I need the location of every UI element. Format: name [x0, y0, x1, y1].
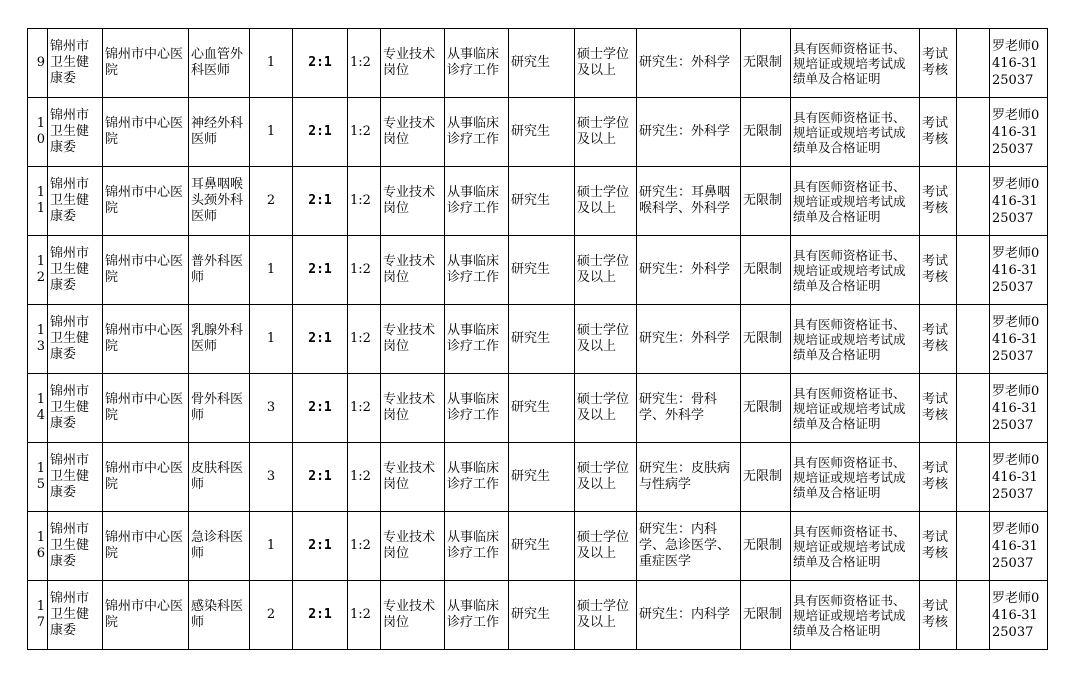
category-cell: 专业技术岗位 [381, 443, 445, 512]
department-cell: 锦州市卫生健康委 [48, 167, 103, 236]
degree-cell: 硕士学位及以上 [575, 443, 637, 512]
remark-cell [957, 305, 990, 374]
remark-cell [957, 236, 990, 305]
headcount-cell: 2 [250, 167, 293, 236]
exam-method-cell: 考试考核 [920, 374, 957, 443]
table-body [28, 29, 1048, 650]
ratio-cell: 2:1 [293, 512, 348, 581]
requirement-cell: 具有医师资格证书、规培证或规培考试成绩单及合格证明 [791, 581, 920, 650]
education-cell: 研究生 [509, 167, 575, 236]
ratio-cell: 1:2 [348, 98, 381, 167]
category-cell: 专业技术岗位 [381, 581, 445, 650]
ratio-cell: 1:2 [348, 443, 381, 512]
exam-method-cell: 考试考核 [920, 581, 957, 650]
ratio-cell: 1:2 [348, 581, 381, 650]
education-cell: 研究生 [509, 374, 575, 443]
education-cell: 研究生 [509, 236, 575, 305]
age-cell: 无限制 [741, 29, 791, 98]
department-cell: 锦州市卫生健康委 [48, 305, 103, 374]
degree-cell: 硕士学位及以上 [575, 512, 637, 581]
exam-method-cell: 考试考核 [920, 236, 957, 305]
headcount-cell: 1 [250, 236, 293, 305]
department-cell: 锦州市卫生健康委 [48, 98, 103, 167]
ratio-cell: 2:1 [293, 98, 348, 167]
department-cell: 锦州市卫生健康委 [48, 581, 103, 650]
degree-cell: 硕士学位及以上 [575, 98, 637, 167]
headcount-cell: 1 [250, 98, 293, 167]
contact-cell: 罗老师0416-3125037 [990, 512, 1048, 581]
category-cell: 专业技术岗位 [381, 374, 445, 443]
education-cell: 研究生 [509, 29, 575, 98]
education-cell: 研究生 [509, 443, 575, 512]
duty-cell: 从事临床诊疗工作 [445, 305, 509, 374]
exam-method-cell: 考试考核 [920, 443, 957, 512]
table-row [28, 305, 1048, 374]
category-cell: 专业技术岗位 [381, 305, 445, 374]
degree-cell: 硕士学位及以上 [575, 374, 637, 443]
row-number: 11 [28, 167, 48, 236]
requirement-cell: 具有医师资格证书、规培证或规培考试成绩单及合格证明 [791, 236, 920, 305]
education-cell: 研究生 [509, 581, 575, 650]
unit-cell: 锦州市中心医院 [103, 443, 189, 512]
table-row [28, 98, 1048, 167]
unit-cell: 锦州市中心医院 [103, 581, 189, 650]
age-cell: 无限制 [741, 443, 791, 512]
ratio-cell: 1:2 [348, 512, 381, 581]
major-cell: 研究生：内科学 [637, 581, 741, 650]
category-cell: 专业技术岗位 [381, 98, 445, 167]
remark-cell [957, 581, 990, 650]
duty-cell: 从事临床诊疗工作 [445, 236, 509, 305]
contact-cell: 罗老师0416-3125037 [990, 167, 1048, 236]
requirement-cell: 具有医师资格证书、规培证或规培考试成绩单及合格证明 [791, 443, 920, 512]
unit-cell: 锦州市中心医院 [103, 305, 189, 374]
unit-cell: 锦州市中心医院 [103, 374, 189, 443]
headcount-cell: 3 [250, 443, 293, 512]
duty-cell: 从事临床诊疗工作 [445, 98, 509, 167]
exam-method-cell: 考试考核 [920, 167, 957, 236]
age-cell: 无限制 [741, 305, 791, 374]
exam-method-cell: 考试考核 [920, 305, 957, 374]
position-cell: 乳腺外科医师 [189, 305, 250, 374]
table-row [28, 167, 1048, 236]
row-number: 9 [28, 29, 48, 98]
row-number: 13 [28, 305, 48, 374]
position-cell: 普外科医师 [189, 236, 250, 305]
major-cell: 研究生：外科学 [637, 305, 741, 374]
major-cell: 研究生：内科学、急诊医学、重症医学 [637, 512, 741, 581]
contact-cell: 罗老师0416-3125037 [990, 98, 1048, 167]
exam-method-cell: 考试考核 [920, 98, 957, 167]
row-number: 17 [28, 581, 48, 650]
row-number: 12 [28, 236, 48, 305]
department-cell: 锦州市卫生健康委 [48, 443, 103, 512]
ratio-cell: 2:1 [293, 581, 348, 650]
education-cell: 研究生 [509, 98, 575, 167]
degree-cell: 硕士学位及以上 [575, 581, 637, 650]
contact-cell: 罗老师0416-3125037 [990, 374, 1048, 443]
degree-cell: 硕士学位及以上 [575, 29, 637, 98]
age-cell: 无限制 [741, 512, 791, 581]
unit-cell: 锦州市中心医院 [103, 512, 189, 581]
category-cell: 专业技术岗位 [381, 236, 445, 305]
department-cell: 锦州市卫生健康委 [48, 236, 103, 305]
ratio-cell: 1:2 [348, 236, 381, 305]
ratio-cell: 2:1 [293, 443, 348, 512]
remark-cell [957, 512, 990, 581]
duty-cell: 从事临床诊疗工作 [445, 512, 509, 581]
row-number: 14 [28, 374, 48, 443]
age-cell: 无限制 [741, 98, 791, 167]
education-cell: 研究生 [509, 512, 575, 581]
remark-cell [957, 374, 990, 443]
table-row [28, 29, 1048, 98]
position-cell: 骨外科医师 [189, 374, 250, 443]
ratio-cell: 1:2 [348, 29, 381, 98]
major-cell: 研究生：耳鼻咽喉科学、外科学 [637, 167, 741, 236]
ratio-cell: 1:2 [348, 167, 381, 236]
requirement-cell: 具有医师资格证书、规培证或规培考试成绩单及合格证明 [791, 167, 920, 236]
duty-cell: 从事临床诊疗工作 [445, 167, 509, 236]
ratio-cell: 2:1 [293, 236, 348, 305]
ratio-cell: 1:2 [348, 374, 381, 443]
requirement-cell: 具有医师资格证书、规培证或规培考试成绩单及合格证明 [791, 512, 920, 581]
degree-cell: 硕士学位及以上 [575, 305, 637, 374]
position-cell: 心血管外科医师 [189, 29, 250, 98]
position-cell: 神经外科医师 [189, 98, 250, 167]
major-cell: 研究生：外科学 [637, 236, 741, 305]
ratio-cell: 2:1 [293, 29, 348, 98]
duty-cell: 从事临床诊疗工作 [445, 581, 509, 650]
major-cell: 研究生：外科学 [637, 98, 741, 167]
table-row [28, 236, 1048, 305]
unit-cell: 锦州市中心医院 [103, 29, 189, 98]
contact-cell: 罗老师0416-3125037 [990, 443, 1048, 512]
ratio-cell: 1:2 [348, 305, 381, 374]
remark-cell [957, 443, 990, 512]
requirement-cell: 具有医师资格证书、规培证或规培考试成绩单及合格证明 [791, 374, 920, 443]
recruitment-table [27, 28, 1048, 650]
ratio-cell: 2:1 [293, 305, 348, 374]
row-number: 10 [28, 98, 48, 167]
remark-cell [957, 167, 990, 236]
table-row [28, 581, 1048, 650]
headcount-cell: 2 [250, 581, 293, 650]
headcount-cell: 3 [250, 374, 293, 443]
exam-method-cell: 考试考核 [920, 512, 957, 581]
row-number: 16 [28, 512, 48, 581]
unit-cell: 锦州市中心医院 [103, 98, 189, 167]
contact-cell: 罗老师0416-3125037 [990, 581, 1048, 650]
headcount-cell: 1 [250, 29, 293, 98]
major-cell: 研究生：外科学 [637, 29, 741, 98]
position-cell: 急诊科医师 [189, 512, 250, 581]
position-cell: 感染科医师 [189, 581, 250, 650]
remark-cell [957, 98, 990, 167]
education-cell: 研究生 [509, 305, 575, 374]
age-cell: 无限制 [741, 236, 791, 305]
contact-cell: 罗老师0416-3125037 [990, 305, 1048, 374]
table-row [28, 374, 1048, 443]
age-cell: 无限制 [741, 581, 791, 650]
unit-cell: 锦州市中心医院 [103, 236, 189, 305]
department-cell: 锦州市卫生健康委 [48, 374, 103, 443]
category-cell: 专业技术岗位 [381, 29, 445, 98]
headcount-cell: 1 [250, 305, 293, 374]
ratio-cell: 2:1 [293, 374, 348, 443]
age-cell: 无限制 [741, 167, 791, 236]
age-cell: 无限制 [741, 374, 791, 443]
requirement-cell: 具有医师资格证书、规培证或规培考试成绩单及合格证明 [791, 98, 920, 167]
contact-cell: 罗老师0416-3125037 [990, 236, 1048, 305]
major-cell: 研究生：皮肤病与性病学 [637, 443, 741, 512]
table-row [28, 512, 1048, 581]
row-number: 15 [28, 443, 48, 512]
remark-cell [957, 29, 990, 98]
category-cell: 专业技术岗位 [381, 512, 445, 581]
major-cell: 研究生：骨科学、外科学 [637, 374, 741, 443]
degree-cell: 硕士学位及以上 [575, 236, 637, 305]
contact-cell: 罗老师0416-3125037 [990, 29, 1048, 98]
category-cell: 专业技术岗位 [381, 167, 445, 236]
ratio-cell: 2:1 [293, 167, 348, 236]
position-cell: 皮肤科医师 [189, 443, 250, 512]
requirement-cell: 具有医师资格证书、规培证或规培考试成绩单及合格证明 [791, 29, 920, 98]
department-cell: 锦州市卫生健康委 [48, 512, 103, 581]
degree-cell: 硕士学位及以上 [575, 167, 637, 236]
table-row [28, 443, 1048, 512]
duty-cell: 从事临床诊疗工作 [445, 29, 509, 98]
headcount-cell: 1 [250, 512, 293, 581]
requirement-cell: 具有医师资格证书、规培证或规培考试成绩单及合格证明 [791, 305, 920, 374]
position-cell: 耳鼻咽喉头颈外科医师 [189, 167, 250, 236]
exam-method-cell: 考试考核 [920, 29, 957, 98]
duty-cell: 从事临床诊疗工作 [445, 443, 509, 512]
unit-cell: 锦州市中心医院 [103, 167, 189, 236]
duty-cell: 从事临床诊疗工作 [445, 374, 509, 443]
department-cell: 锦州市卫生健康委 [48, 29, 103, 98]
